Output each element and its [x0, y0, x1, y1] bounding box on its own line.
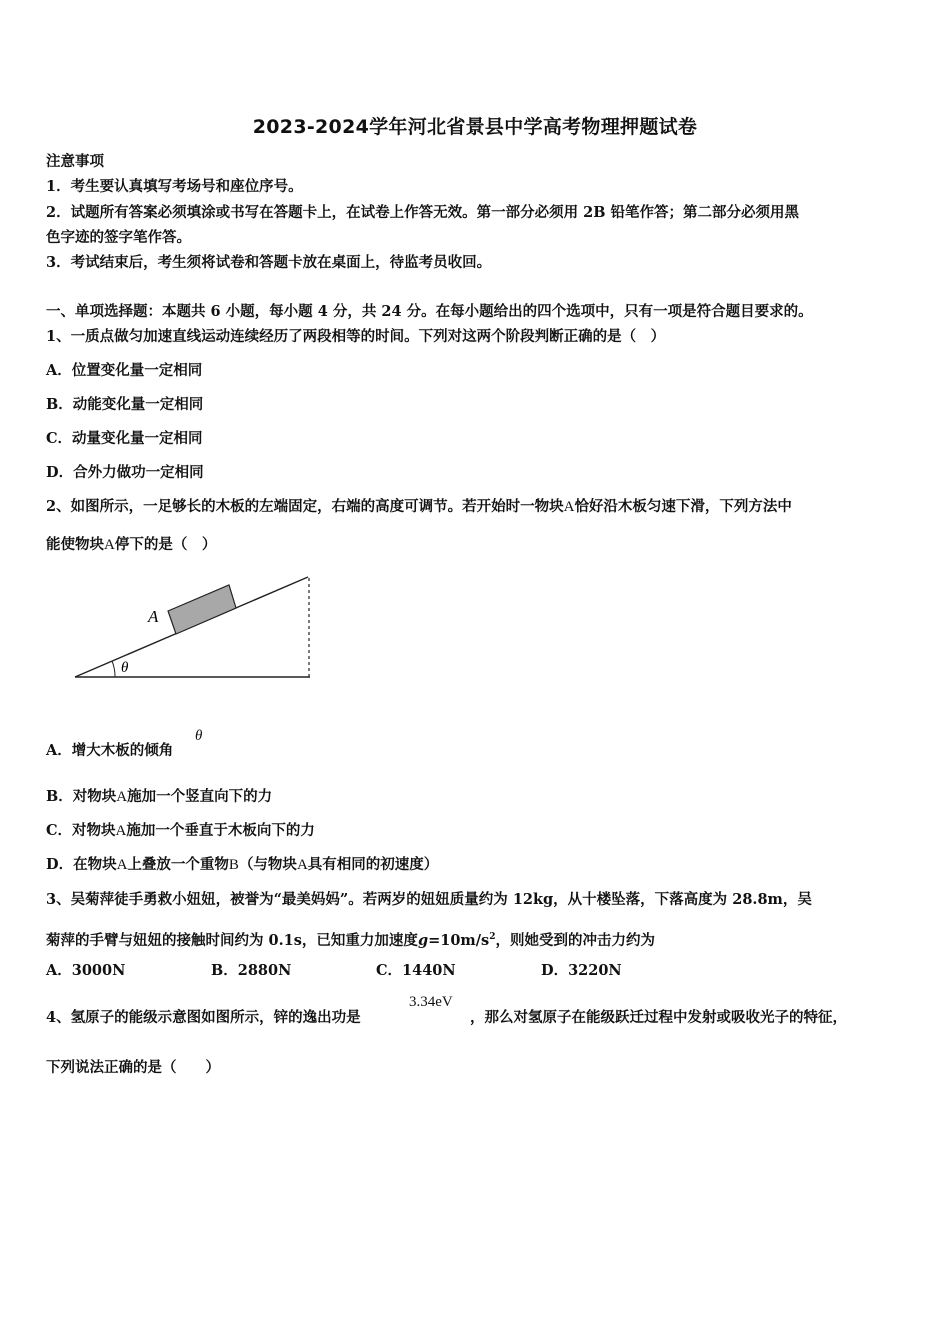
symbol-g: g: [417, 931, 429, 949]
question-3-option-d: D．3220N: [541, 962, 622, 979]
question-2-option-a: [46, 741, 173, 761]
symbol-a: A: [115, 823, 127, 839]
text: 菊萍的手臂与妞妞的接触时间约为 0.1s，已知重力加速度: [46, 931, 418, 949]
angle-arc: [112, 661, 115, 677]
question-3-stem-line2: [46, 927, 655, 951]
symbol-a: A: [116, 857, 128, 873]
question-2-option-c: [46, 821, 315, 841]
question-2-stem-line1: [46, 497, 792, 517]
theta-symbol: θ: [195, 728, 203, 744]
text: 施加一个竖直向下的力: [127, 788, 273, 805]
text: =10m/s: [428, 931, 490, 949]
question-1-option-a: A．位置变化量一定相同: [46, 362, 203, 379]
work-function-value: 3.34eV: [409, 994, 453, 1010]
block-label: A: [148, 607, 159, 626]
symbol-b: B: [228, 857, 239, 873]
question-2-option-d: [46, 855, 438, 875]
question-4-stem-line1b: ，那么对氢原子在能级跃迁过程中发射或吸收光子的特征，: [470, 1009, 847, 1026]
question-3-option-a: A．3000N: [46, 962, 126, 979]
page-title: 2023-2024学年河北省景县中学高考物理押题试卷: [252, 116, 698, 138]
text: 上叠放一个重物: [127, 856, 229, 873]
question-2-option-b: [46, 787, 272, 807]
text: A．增大木板的倾角: [46, 742, 174, 759]
text: （与物块: [238, 856, 297, 873]
text: B．对物块: [46, 788, 117, 805]
text: 2、如图所示，一足够长的木板的左端固定，右端的高度可调节。若开始时一物块: [46, 498, 564, 515]
block-a: [168, 585, 236, 634]
symbol-a: A: [563, 499, 575, 515]
question-3-stem-line1: 3、吴菊萍徒手勇救小妞妞，被誉为“最美妈妈”。若两岁的妞妞质量约为 12kg，从十楼坠落，下落高度为 28.8m，吴: [46, 891, 812, 908]
section-header: 一、单项选择题：本题共 6 小题，每小题 4 分，共 24 分。在每小题给出的四个选项中，只有一项是符合题目要求的。: [46, 303, 813, 320]
notes-item: 1．考生要认真填写考场号和座位序号。: [46, 178, 303, 195]
text: 恰好沿木板匀速下滑，下列方法中: [574, 498, 792, 515]
superscript: 2: [489, 932, 496, 942]
symbol-a: A: [296, 857, 308, 873]
text: 能使物块: [46, 536, 104, 553]
notes-heading: 注意事项: [46, 153, 104, 170]
question-4-stem-line2: 下列说法正确的是（ ）: [46, 1059, 220, 1076]
question-1-option-c: C．动量变化量一定相同: [46, 430, 203, 447]
symbol-a: A: [104, 537, 115, 553]
text: 施加一个垂直于木板向下的力: [126, 822, 315, 839]
question-3-option-b: B．2880N: [211, 962, 292, 979]
text: C．对物块: [46, 822, 116, 839]
text: 具有相同的初速度）: [307, 856, 439, 873]
question-1-stem: 1、一质点做匀加速直线运动连续经历了两段相等的时间。下列对这两个阶段判断正确的是（ ）: [46, 328, 666, 345]
notes-item: 色字迹的签字笔作答。: [46, 229, 191, 246]
angle-label: θ: [121, 660, 129, 676]
question-4-stem-line1a: 4、氢原子的能级示意图如图所示，锌的逸出功是: [46, 1009, 361, 1026]
notes-item: 2．试题所有答案必须填涂或书写在答题卡上，在试卷上作答无效。第一部分必须用 2B 铅笔作答；第二部分必须用黑: [46, 204, 800, 221]
question-1-option-b: B．动能变化量一定相同: [46, 396, 204, 413]
text: ，则她受到的冲击力约为: [495, 931, 655, 949]
incline-figure: [60, 570, 330, 690]
question-3-option-c: C．1440N: [376, 962, 456, 979]
notes-item: 3．考试结束后，考生须将试卷和答题卡放在桌面上，待监考员收回。: [46, 254, 492, 271]
text: 停下的是（ ）: [114, 536, 217, 553]
question-2-stem-line2: [46, 535, 216, 555]
text: D．在物块: [46, 856, 117, 873]
question-1-option-d: D．合外力做功一定相同: [46, 464, 204, 481]
symbol-a: A: [116, 789, 128, 805]
